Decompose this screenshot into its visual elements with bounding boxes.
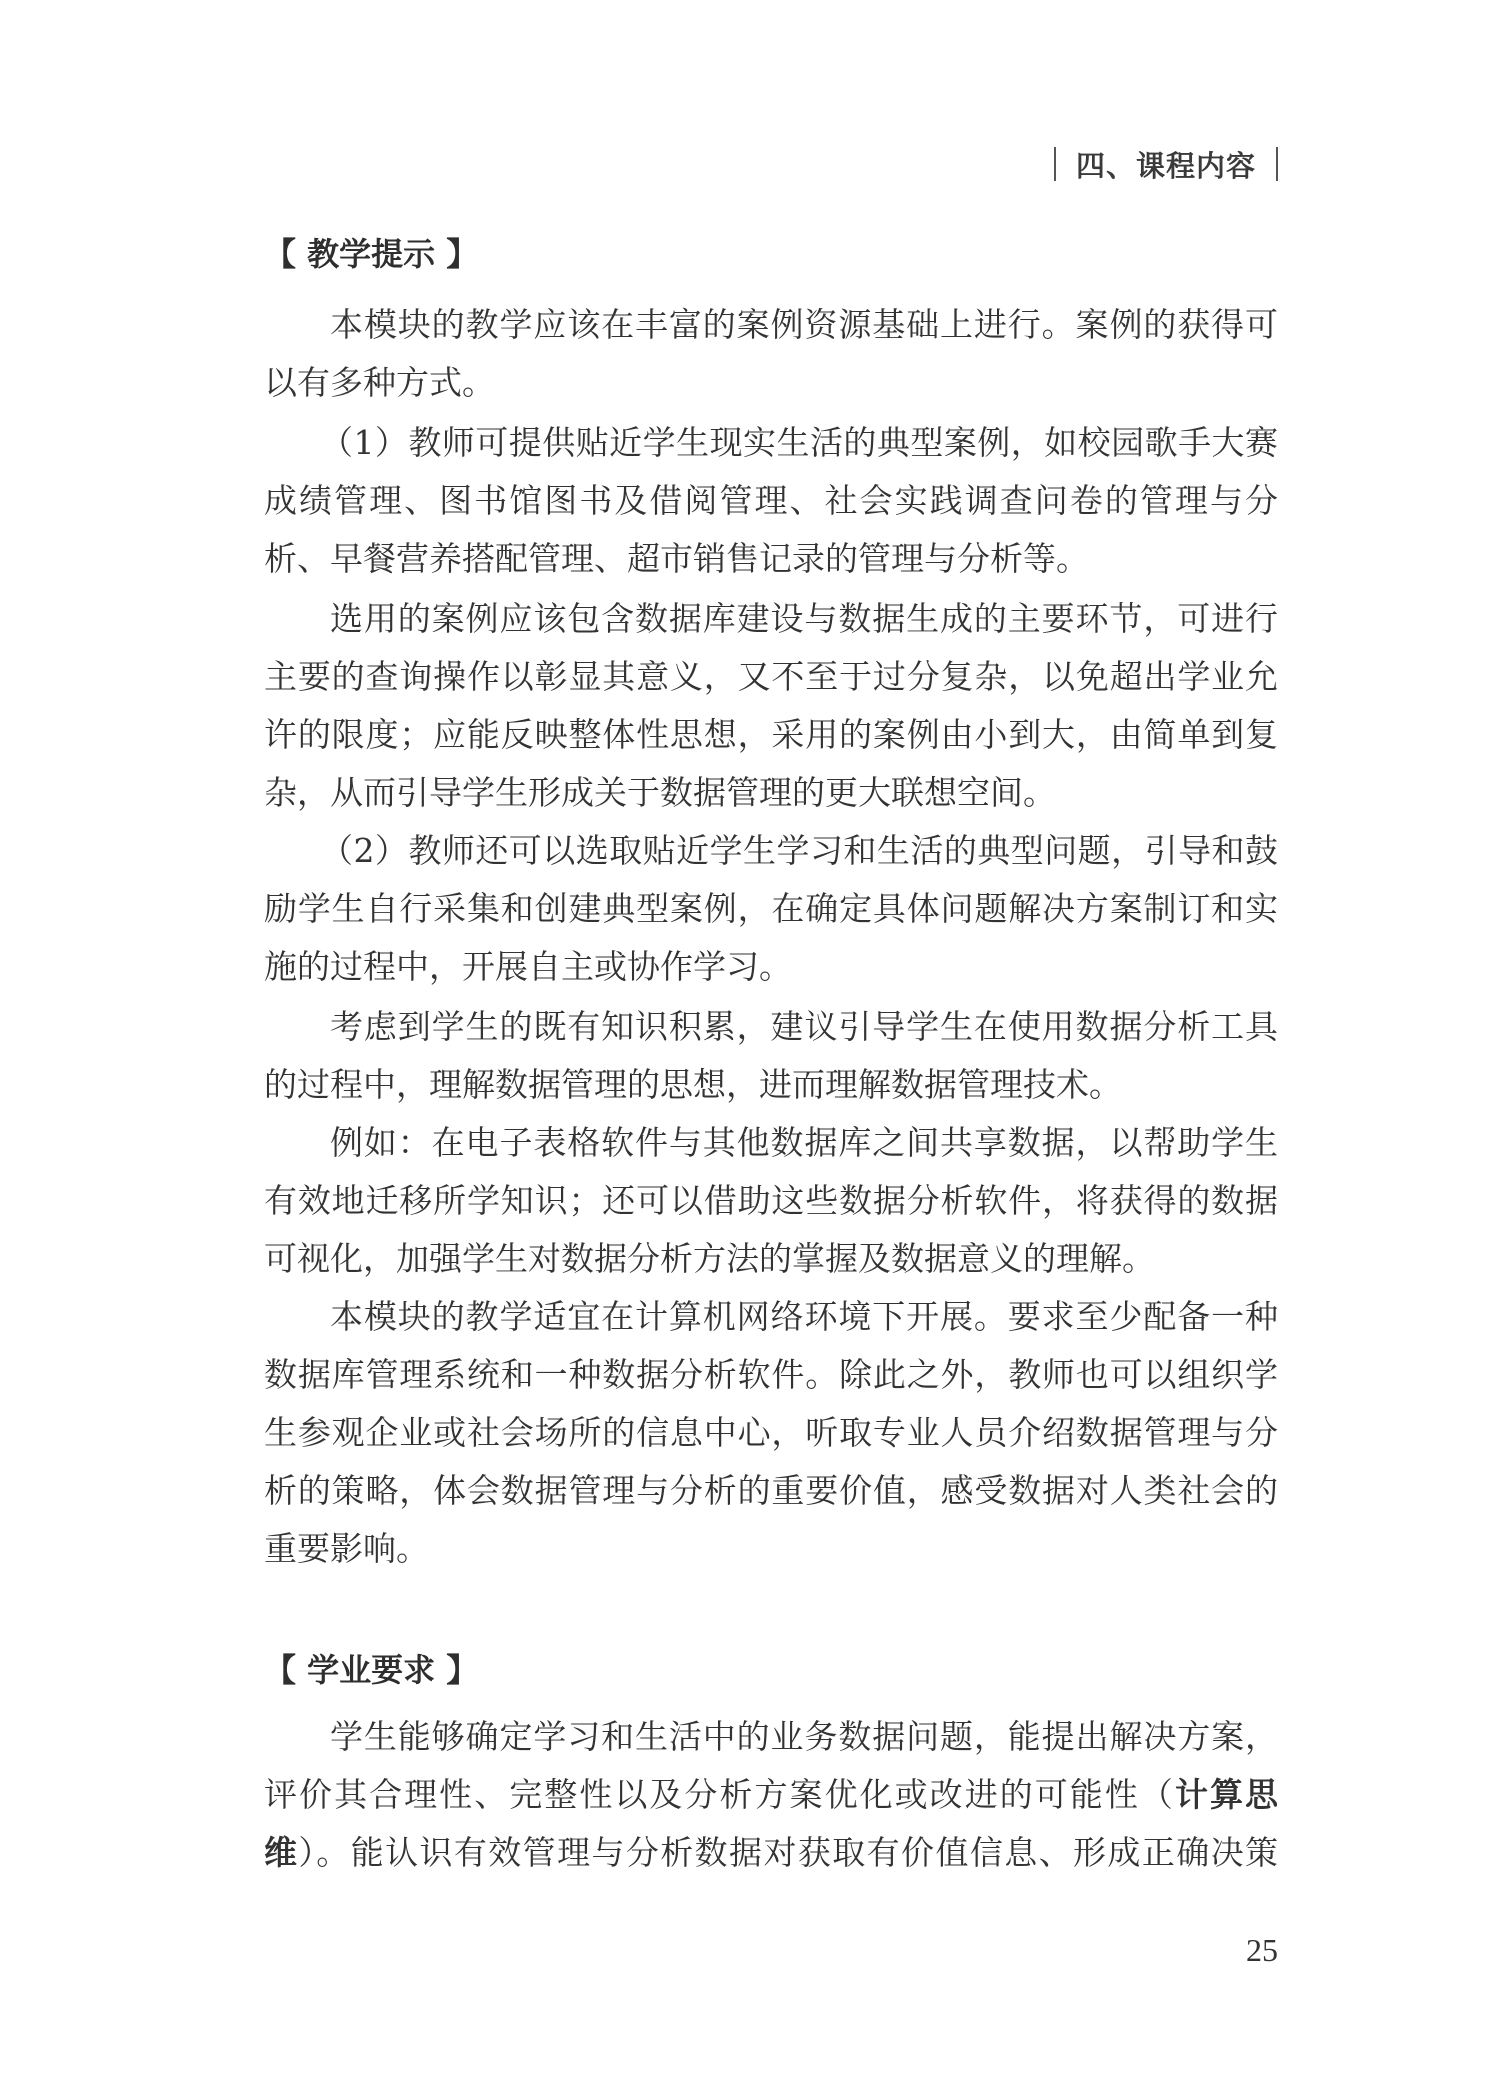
text-line: 学生能够确定学习和生活中的业务数据问题，能提出解决方案， <box>330 1717 1278 1756</box>
text-line: 数据库管理系统和一种数据分析软件。除此之外，教师也可以组织学 <box>264 1355 1278 1394</box>
text-line <box>264 1766 1278 1824</box>
teaching-tips-paragraph-4 <box>264 822 1278 996</box>
bold-term: 计算思 <box>1174 1775 1279 1814</box>
text-line: 本模块的教学应该在丰富的案例资源基础上进行。案例的获得可 <box>330 305 1278 344</box>
text-line: 有效地迁移所学知识；还可以借助这些数据分析软件，将获得的数据 <box>264 1181 1278 1220</box>
teaching-tips-paragraph-6 <box>264 1114 1278 1288</box>
text-line: 许的限度；应能反映整体性思想，采用的案例由小到大，由简单到复 <box>264 715 1278 754</box>
teaching-tips-paragraph-1 <box>264 296 1278 412</box>
text-line: 施的过程中，开展自主或协作学习。 <box>264 947 792 986</box>
teaching-tips-heading: 【 教学提示 】 <box>264 235 479 273</box>
text-line: 析的策略，体会数据管理与分析的重要价值，感受数据对人类社会的 <box>264 1471 1278 1510</box>
bold-term: 维 <box>264 1833 299 1872</box>
teaching-tips-paragraph-2 <box>264 414 1278 588</box>
text-line: （2）教师还可以选取贴近学生学习和生活的典型问题，引导和鼓 <box>320 831 1278 870</box>
teaching-tips-paragraph-5 <box>264 998 1278 1114</box>
text-line: 考虑到学生的既有知识积累，建议引导学生在使用数据分析工具 <box>330 1007 1278 1046</box>
text-line: 杂，从而引导学生形成关于数据管理的更大联想空间。 <box>264 773 1056 812</box>
text-line: 例如：在电子表格软件与其他数据库之间共享数据，以帮助学生 <box>330 1123 1278 1162</box>
text-line: 主要的查询操作以彰显其意义，又不至于过分复杂，以免超出学业允 <box>264 657 1278 696</box>
text-line: 析、早餐营养搭配管理、超市销售记录的管理与分析等。 <box>264 539 1089 578</box>
text-line: （1）教师可提供贴近学生现实生活的典型案例，如校园歌手大赛 <box>320 423 1278 462</box>
text-line: 励学生自行采集和创建典型案例，在确定具体问题解决方案制订和实 <box>264 889 1278 928</box>
text-line: 以有多种方式。 <box>264 363 495 402</box>
section-title: 四、课程内容 <box>1075 148 1256 183</box>
teaching-tips-paragraph-7 <box>264 1288 1278 1578</box>
page-number: 25 <box>1246 1932 1278 1968</box>
text-line: 本模块的教学适宜在计算机网络环境下开展。要求至少配备一种 <box>330 1297 1278 1336</box>
header-right-rule <box>1276 147 1278 181</box>
text-run: 评价其合理性、完整性以及分析方案优化或改进的可能性（ <box>264 1775 1175 1814</box>
teaching-tips-paragraph-3 <box>264 590 1278 822</box>
text-line: 选用的案例应该包含数据库建设与数据生成的主要环节，可进行 <box>330 599 1278 638</box>
text-line: 重要影响。 <box>264 1529 429 1568</box>
text-line: 生参观企业或社会场所的信息中心，听取专业人员介绍数据管理与分 <box>264 1413 1278 1452</box>
text-line: 成绩管理、图书馆图书及借阅管理、社会实践调查问卷的管理与分 <box>264 481 1278 520</box>
header-left-rule <box>1054 147 1056 181</box>
text-line <box>264 1824 1278 1882</box>
text-line: 可视化，加强学生对数据分析方法的掌握及数据意义的理解。 <box>264 1239 1155 1278</box>
text-line: 的过程中，理解数据管理的思想，进而理解数据管理技术。 <box>264 1065 1122 1104</box>
running-header <box>1054 142 1278 186</box>
academic-requirements-paragraph-1 <box>264 1708 1278 1882</box>
academic-requirements-heading: 【 学业要求 】 <box>264 1651 479 1689</box>
text-run: ）。能认识有效管理与分析数据对获取有价值信息、形成正确决策 <box>298 1833 1279 1872</box>
